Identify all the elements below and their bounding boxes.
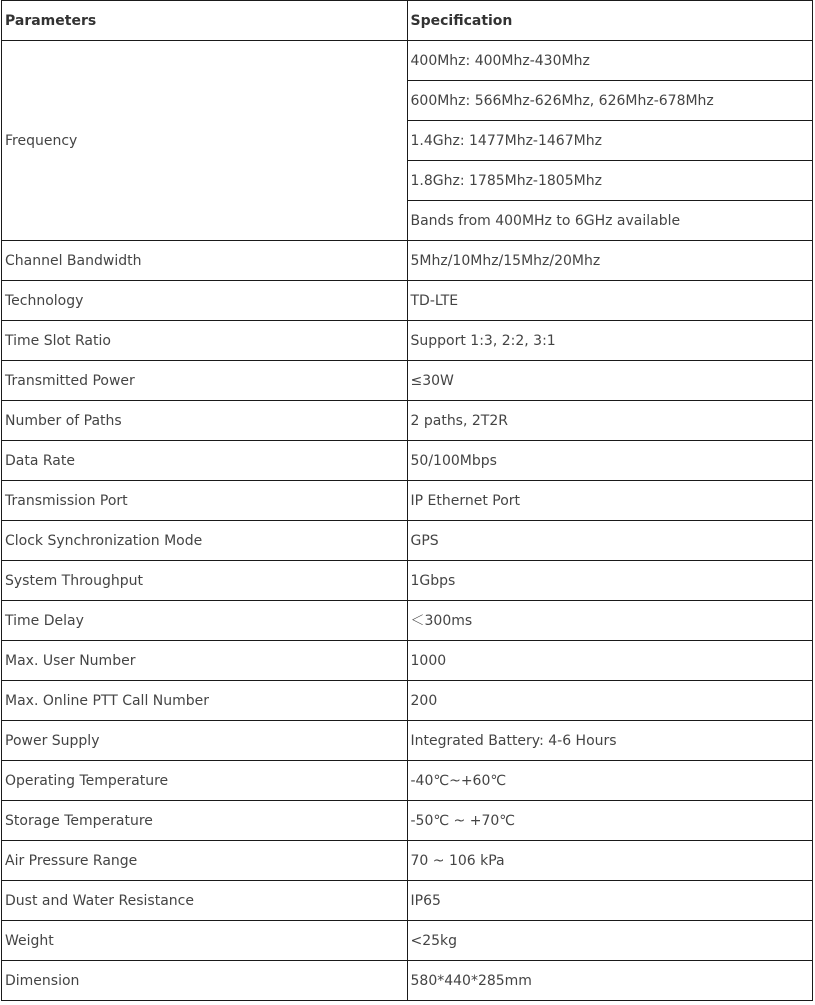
value-cell: IP Ethernet Port (407, 481, 813, 521)
parameter-cell: Storage Temperature (2, 801, 408, 841)
table-row (2, 401, 813, 441)
value-cell: ＜300ms (407, 601, 813, 641)
parameter-cell: Operating Temperature (2, 761, 408, 801)
value-cell: 2 paths, 2T2R (407, 401, 813, 441)
value-cell: 5Mhz/10Mhz/15Mhz/20Mhz (407, 241, 813, 281)
value-cell: 1000 (407, 641, 813, 681)
frequency-value-3: 1.4Ghz: 1477Mhz-1467Mhz (407, 121, 813, 161)
value-cell: -50℃ ~ +70℃ (407, 801, 813, 841)
value-cell: GPS (407, 521, 813, 561)
parameter-cell: Number of Paths (2, 401, 408, 441)
table-row (2, 521, 813, 561)
frequency-label: Frequency (2, 41, 408, 241)
parameter-cell: Transmitted Power (2, 361, 408, 401)
parameter-cell: System Throughput (2, 561, 408, 601)
table-body (2, 41, 813, 1001)
table-header-row (2, 1, 813, 41)
table-row (2, 361, 813, 401)
parameter-cell: Power Supply (2, 721, 408, 761)
parameter-cell: Dust and Water Resistance (2, 881, 408, 921)
table-row (2, 481, 813, 521)
value-cell: -40℃~+60℃ (407, 761, 813, 801)
table-row (2, 561, 813, 601)
table-row (2, 921, 813, 961)
table-row (2, 961, 813, 1001)
table-row (2, 721, 813, 761)
table-row (2, 601, 813, 641)
parameter-cell: Transmission Port (2, 481, 408, 521)
parameter-cell: Max. Online PTT Call Number (2, 681, 408, 721)
parameters-header: Parameters (2, 1, 408, 41)
frequency-value-2: 600Mhz: 566Mhz-626Mhz, 626Mhz-678Mhz (407, 81, 813, 121)
frequency-value-1: 400Mhz: 400Mhz-430Mhz (407, 41, 813, 81)
value-cell: ≤30W (407, 361, 813, 401)
specification-header: Specification (407, 1, 813, 41)
parameter-cell: Air Pressure Range (2, 841, 408, 881)
frequency-value-5: Bands from 400MHz to 6GHz available (407, 201, 813, 241)
parameter-cell: Time Slot Ratio (2, 321, 408, 361)
value-cell: 200 (407, 681, 813, 721)
value-cell: Support 1:3, 2:2, 3:1 (407, 321, 813, 361)
table-row (2, 841, 813, 881)
value-cell: Integrated Battery: 4-6 Hours (407, 721, 813, 761)
table-row (2, 441, 813, 481)
table-row-frequency (2, 41, 813, 81)
parameter-cell: Time Delay (2, 601, 408, 641)
table-row (2, 881, 813, 921)
table-row (2, 761, 813, 801)
parameter-cell: Dimension (2, 961, 408, 1001)
parameter-cell: Data Rate (2, 441, 408, 481)
table-row (2, 681, 813, 721)
parameter-cell: Max. User Number (2, 641, 408, 681)
table-row (2, 241, 813, 281)
table-row (2, 641, 813, 681)
value-cell: 580*440*285mm (407, 961, 813, 1001)
table-row (2, 281, 813, 321)
parameter-cell: Weight (2, 921, 408, 961)
specification-table (1, 0, 813, 1001)
value-cell: TD-LTE (407, 281, 813, 321)
parameter-cell: Clock Synchronization Mode (2, 521, 408, 561)
parameter-cell: Channel Bandwidth (2, 241, 408, 281)
value-cell: 70 ~ 106 kPa (407, 841, 813, 881)
frequency-value-4: 1.8Ghz: 1785Mhz-1805Mhz (407, 161, 813, 201)
value-cell: 1Gbps (407, 561, 813, 601)
parameter-cell: Technology (2, 281, 408, 321)
table-row (2, 801, 813, 841)
value-cell: 50/100Mbps (407, 441, 813, 481)
value-cell: <25kg (407, 921, 813, 961)
table-row (2, 321, 813, 361)
value-cell: IP65 (407, 881, 813, 921)
